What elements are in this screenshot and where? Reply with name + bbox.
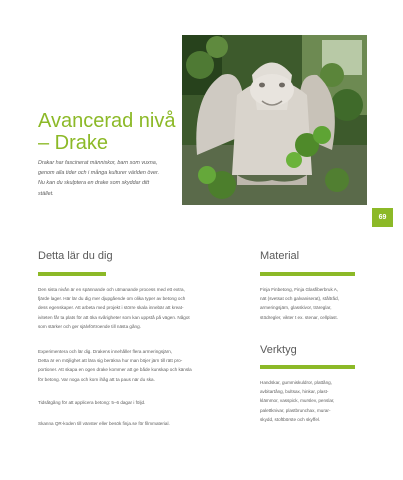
stone-dragon-sculpture-photo <box>182 35 367 205</box>
learn-heading-underline <box>38 272 106 276</box>
page-number: 69 <box>372 208 393 227</box>
material-heading: Material <box>260 250 300 262</box>
material-text: Finja Finbetong, Finja Glasfiberbruk A, nät (svetsat och galvaniserat), ståltråd, armeringsjärn, glasskivor, träreglar, stödregler, vikter t ex. stenar, cellplast. <box>260 287 339 320</box>
tools-heading-underline <box>260 365 355 369</box>
learn-paragraph-3: Tidsåtgång för att applicera betong: 5–6 dagar i följd. <box>38 400 146 405</box>
tools-text: Handskar, gummiskuldror, plattång, avbitartång, bultsax, hinkar, plast- klämmor, vasspick, murslev, penslar, palettknivar, plastbrunchax, murar- skydd, stoftbörste och skyffel. <box>260 380 335 422</box>
learn-paragraph-4: Skanna QR-koden till vänster eller besök finja.se för filmmaterial. <box>38 421 170 426</box>
learn-paragraph-1: Den sista nivån är en spännande och utmanande process med ett extra, fjärde lager. Här lär du dig mer djupgående om olika typer av betong och dess egenskaper. Att arbeta med projekt i större skala innebär att kreat- iviteten får ta plats för att öka svårigheter som kan uppstå på vägen. Något som stärker och ger självförtroende till nästa gång. <box>38 287 190 329</box>
material-heading-underline <box>260 272 355 276</box>
learn-heading: Detta lär du dig <box>38 250 113 262</box>
article-intro: Drakar har fascinerat människor, barn som vuxna, genom alla tider och i många kulturer världen över. Nu kan du skulptera en drake som skyddar ditt stället. <box>38 160 160 197</box>
tools-heading: Verktyg <box>260 344 297 356</box>
article-title: Avancerad nivå – Drake <box>38 110 176 154</box>
learn-paragraph-2: Experimentera och lär dig. Drakens innehåller flera armeringsjärn, Detta är en möjlighet att lära sig beräkna hur man böjer järn till rätt pro- portioner. Att skapa en ogen drake kommer att ge både kunskap och känsla för betong. Var noga och kom ihåg att ta paus när du ska. <box>38 349 192 382</box>
